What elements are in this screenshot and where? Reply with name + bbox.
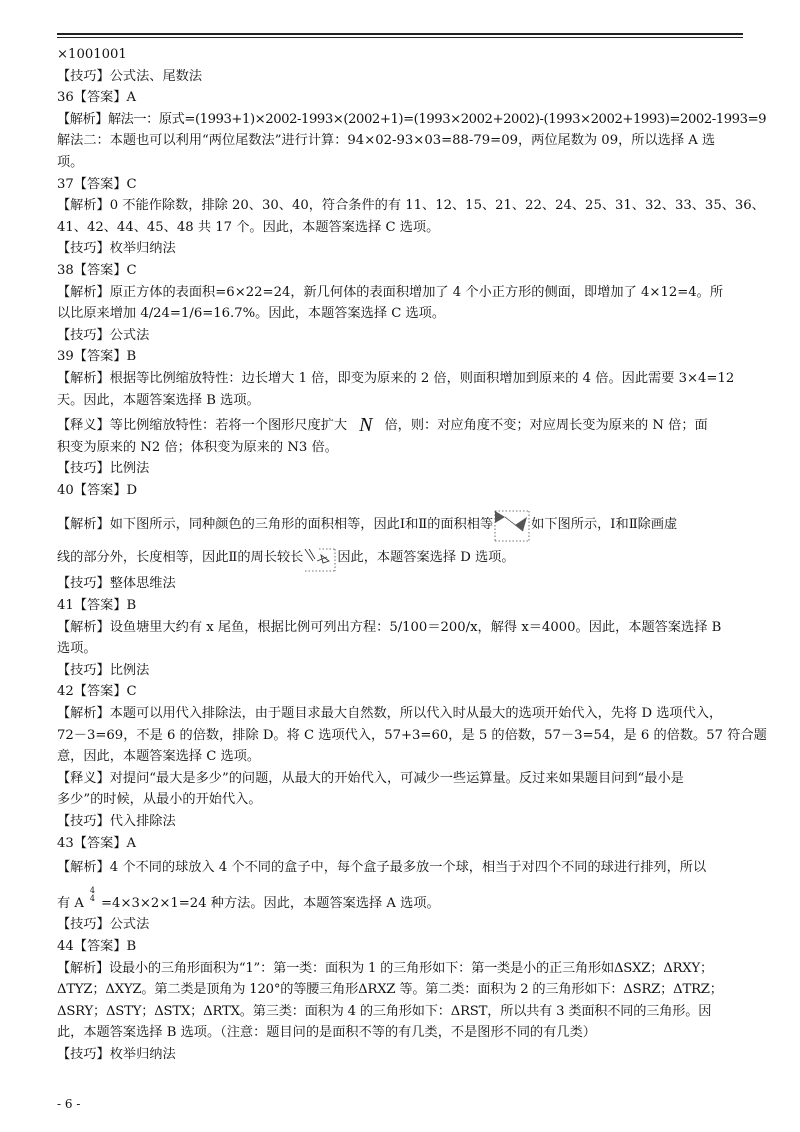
text-line: 【解析】设最小的三角形面积为“1”：第一类：面积为 1 的三角形如下：第一类是小的正三角形如ΔSXZ；ΔRXY； — [57, 960, 713, 976]
text-line: 【技巧】比例法 — [57, 461, 150, 477]
text-line: 选项。 — [57, 641, 97, 657]
q43-text-after: =4×3×2×1=24 种方法。因此，本题答案选择 A 选项。 — [101, 895, 440, 911]
text-line: 41【答案】B — [57, 598, 137, 614]
text-line: 【解析】根据等比例缩放特性：边长增大 1 倍，即变为原来的 2 倍，则面积增加到原来的 4 倍。因此需要 3×4=12 — [57, 370, 735, 386]
shiyi-text-before: 【释义】等比例缩放特性：若将一个图形尺度扩大 — [57, 418, 348, 434]
text-line: 43【答案】A — [57, 835, 137, 851]
text-line: 多少”的时候，从最小的开始代入。 — [57, 792, 262, 808]
variable-n: N — [359, 414, 373, 437]
q40-text-1: 【解析】如下图所示，同种颜色的三角形的面积相等，因此Ⅰ和Ⅱ的面积相等 — [57, 517, 494, 533]
text-line: 【技巧】公式法 — [57, 327, 150, 343]
text-line: 41、42、44、45、48 共 17 个。因此，本题答案选择 C 选项。 — [57, 219, 440, 235]
text-line: 42【答案】C — [57, 684, 137, 700]
q40-text-4: 因此，本题答案选择 D 选项。 — [337, 550, 515, 566]
text-line: 【解析】本题可以用代入排除法，由于题目求最大自然数，所以代入时从最大的选项开始代入，先将 D 选项代入， — [57, 706, 723, 722]
text-line: 40【答案】D — [57, 482, 138, 498]
q43-text-before: 有 A — [57, 895, 84, 911]
text-line: 项。 — [57, 154, 84, 170]
text-line: ΔSRY；ΔSTY；ΔSTX；ΔRTX。第三类：面积为 4 的三角形如下：ΔRST，所以共有 3 类面积不同的三角形。因 — [57, 1003, 712, 1019]
text-line: 【解析】原正方体的表面积=6×22=24，新几何体的表面积增加了 4 个小正方形的侧面，即增加了 4×12=4。所 — [57, 284, 724, 300]
text-line: 【技巧】代入排除法 — [57, 814, 176, 829]
permutation-index: 4 4 — [89, 885, 95, 903]
text-line: 【解析】解法一：原式=(1993+1)×2002-1993×(2002+1)=(1993×2002+2002)-(1993×2002+1993)=2002-1993=9 — [57, 111, 767, 127]
q40-line-1 — [57, 507, 747, 543]
text-line: 【解析】设鱼塘里大约有 x 尾鱼，根据比例可列出方程：5/100＝200/x，解得 x＝4000。因此，本题答案选择 B — [57, 619, 722, 635]
text-line: ×1001001 — [57, 47, 127, 62]
q43-formula-line — [57, 887, 747, 915]
shiyi-text-after: 倍，则：对应角度不变；对应周长变为原来的 N 倍；面 — [384, 418, 708, 434]
text-line: 36【答案】A — [57, 90, 137, 106]
text-line: 38【答案】C — [57, 262, 137, 278]
header-rule-thin — [57, 37, 743, 38]
text-line: ΔTYZ；ΔXYZ。第二类是顶角为 120°的等腰三角形ΔRXZ 等。第二类：面积为 2 的三角形如下：ΔSRZ；ΔTRZ； — [57, 982, 723, 998]
page-content — [57, 44, 767, 1066]
q40-line-2 — [57, 543, 747, 573]
triangle-figure-2 — [303, 547, 337, 573]
text-line: 【技巧】公式法 — [57, 917, 150, 933]
text-line: 【技巧】枚举归纳法 — [57, 241, 176, 257]
q40-text-2: 如下图所示，Ⅰ和Ⅱ除画虚 — [531, 517, 678, 533]
text-line: 72－3=69，不是 6 的倍数，排除 D。将 C 选项代入，57+3=60，是 5 的倍数，57－3=54，是 6 的倍数。57 符合题 — [57, 727, 767, 743]
text-line: 【技巧】公式法、尾数法 — [57, 68, 203, 84]
text-line: 天。因此，本题答案选择 B 选项。 — [57, 392, 260, 408]
shiyi-line-2: 积变为原来的 N2 倍；体积变为原来的 N3 倍。 — [57, 439, 338, 455]
text-line: 【释义】对提问“最大是多少”的问题，从最大的开始代入，可减少一些运算量。反过来如果题目问到“最小是 — [57, 770, 684, 786]
q40-text-3: 线的部分外，长度相等，因此Ⅱ的周长较长 — [57, 550, 304, 566]
text-line: 【技巧】枚举归纳法 — [57, 1046, 176, 1062]
text-line: 【解析】0 不能作除数，排除 20、30、40，符合条件的有 11、12、15、21、22、24、25、31、32、33、35、36、 — [57, 198, 765, 214]
page-number: - 6 - — [57, 1097, 81, 1111]
text-line: 37【答案】C — [57, 176, 137, 192]
text-line: 44【答案】B — [57, 938, 137, 954]
text-line: 【技巧】比例法 — [57, 662, 150, 678]
text-line: 【解析】4 个不同的球放入 4 个不同的盒子中，每个盒子最多放一个球，相当于对四个不同的球进行排列，所以 — [57, 860, 707, 876]
text-line: 意，因此，本题答案选择 C 选项。 — [57, 749, 261, 765]
text-line: 【技巧】整体思维法 — [57, 576, 176, 592]
shiyi-line — [57, 415, 747, 437]
text-line: 39【答案】B — [57, 349, 137, 365]
text-line: 以比原来增加 4/24=1/6=16.7%。因此，本题答案选择 C 选项。 — [57, 306, 446, 322]
triangle-figure-1 — [493, 507, 531, 543]
header-rule-thick — [57, 33, 743, 35]
text-line: 此，本题答案选择 B 选项。（注意：题目问的是面积不等的有几类，不是图形不同的有几类） — [57, 1025, 596, 1041]
text-line: 解法二：本题也可以利用“两位尾数法”进行计算：94×02-93×03=88-79=09，两位尾数为 09，所以选择 A 选 — [57, 133, 716, 149]
